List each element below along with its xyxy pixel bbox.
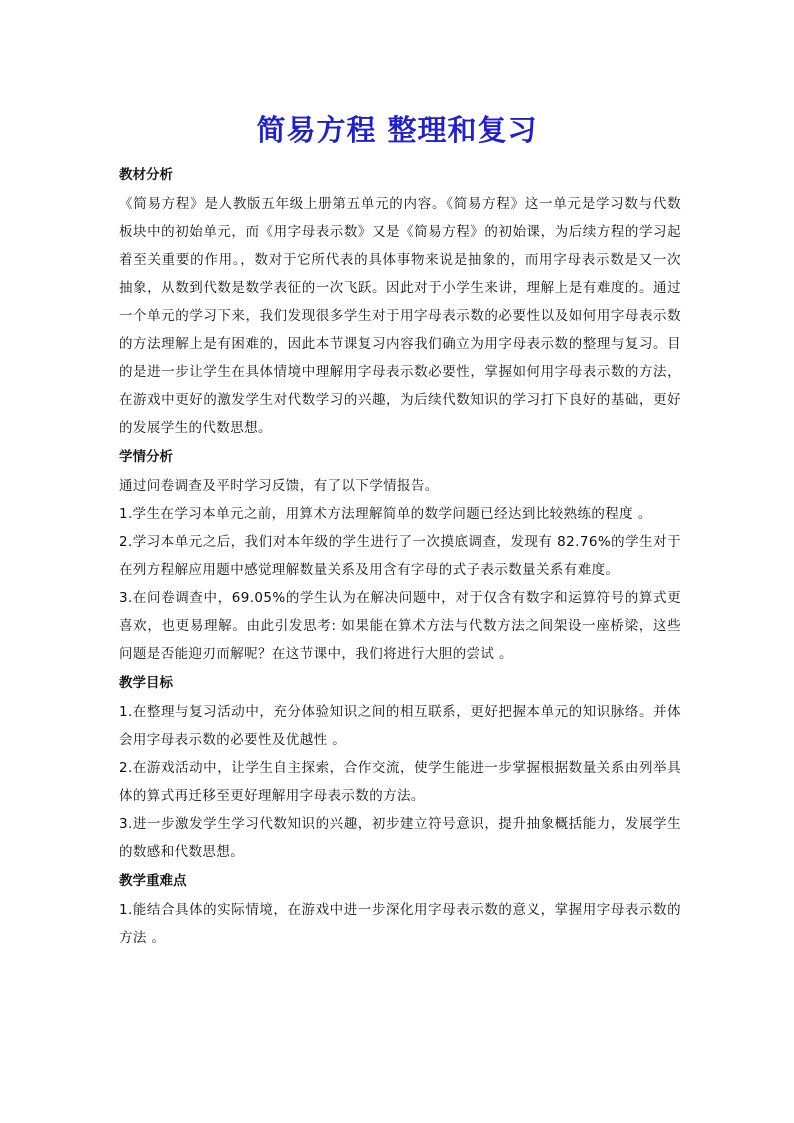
paragraph: 3.在问卷调查中，69.05%的学生认为在解决问题中，对于仅含有数字和运算符号的算式更喜欢，也更易理解。由此引发思考: 如果能在算术方法与代数方法之间架设一座桥梁，这些问题是否能迎刃而解呢？在这节课中，我们将进行大胆的尝试 。 — [119, 590, 681, 662]
section-heading-textbook-analysis: 教材分析 — [119, 167, 173, 183]
section-heading-teaching-objectives: 教学目标 — [119, 675, 173, 691]
section-heading-learner-analysis: 学情分析 — [119, 449, 173, 465]
paragraph: 3.进一步激发学生学习代数知识的兴趣，初步建立符号意识，提升抽象概括能力，发展学生的数感和代数思想。 — [119, 816, 681, 860]
paragraph: 2.学习本单元之后，我们对本年级的学生进行了一次摸底调查，发现有 82.76%的学生对于在列方程解应用题中感觉理解数量关系及用含有字母的式子表示数量关系有难度。 — [119, 534, 681, 578]
section-heading-key-difficulties: 教学重难点 — [119, 873, 187, 889]
paragraph: 1.学生在学习本单元之前，用算术方法理解简单的数学问题已经达到比较熟练的程度 。 — [119, 506, 652, 522]
paragraph: 1.在整理与复习活动中，充分体验知识之间的相互联系，更好把握本单元的知识脉络。并体会用字母表示数的必要性及优越性 。 — [119, 704, 681, 748]
page-title: 简易方程 整理和复习 — [256, 113, 538, 147]
paragraph: 2.在游戏活动中，让学生自主探索，合作交流，使学生能进一步掌握根据数量关系由列举具体的算式再迁移至更好理解用字母表示数的方法。 — [119, 760, 681, 804]
document-body — [119, 162, 681, 952]
paragraph: 《简易方程》是人教版五年级上册第五单元的内容。《简易方程》这一单元是学习数与代数板块中的初始单元，而《用字母表示数》又是《简易方程》的初始课，为后续方程的学习起着至关重要的作用。，数对于它所代表的具体事物来说是抽象的，而用字母表示数是又一次抽象，从数到代数是数学表征的一次飞跃。因此对于小学生来讲，理解上是有难度的。通过一个单元的学习下来，我们发现很多学生对于用字母表示数的必要性以及如何用字母表示数的方法理解上是有困难的，因此本节课复习内容我们确立为用字母表示数的整理与复习。目的是进一步让学生在具体情境中理解用字母表示数必要性，掌握如何用字母表示数的方法，在游戏中更好的激发学生对代数学习的兴趣，为后续代数知识的学习打下良好的基础，更好的发展学生的代数思想。 — [119, 196, 681, 436]
paragraph: 通过问卷调查及平时学习反馈，有了以下学情报告。 — [119, 478, 439, 494]
paragraph: 1.能结合具体的实际情境，在游戏中进一步深化用字母表示数的意义，掌握用字母表示数的方法 。 — [119, 902, 681, 946]
